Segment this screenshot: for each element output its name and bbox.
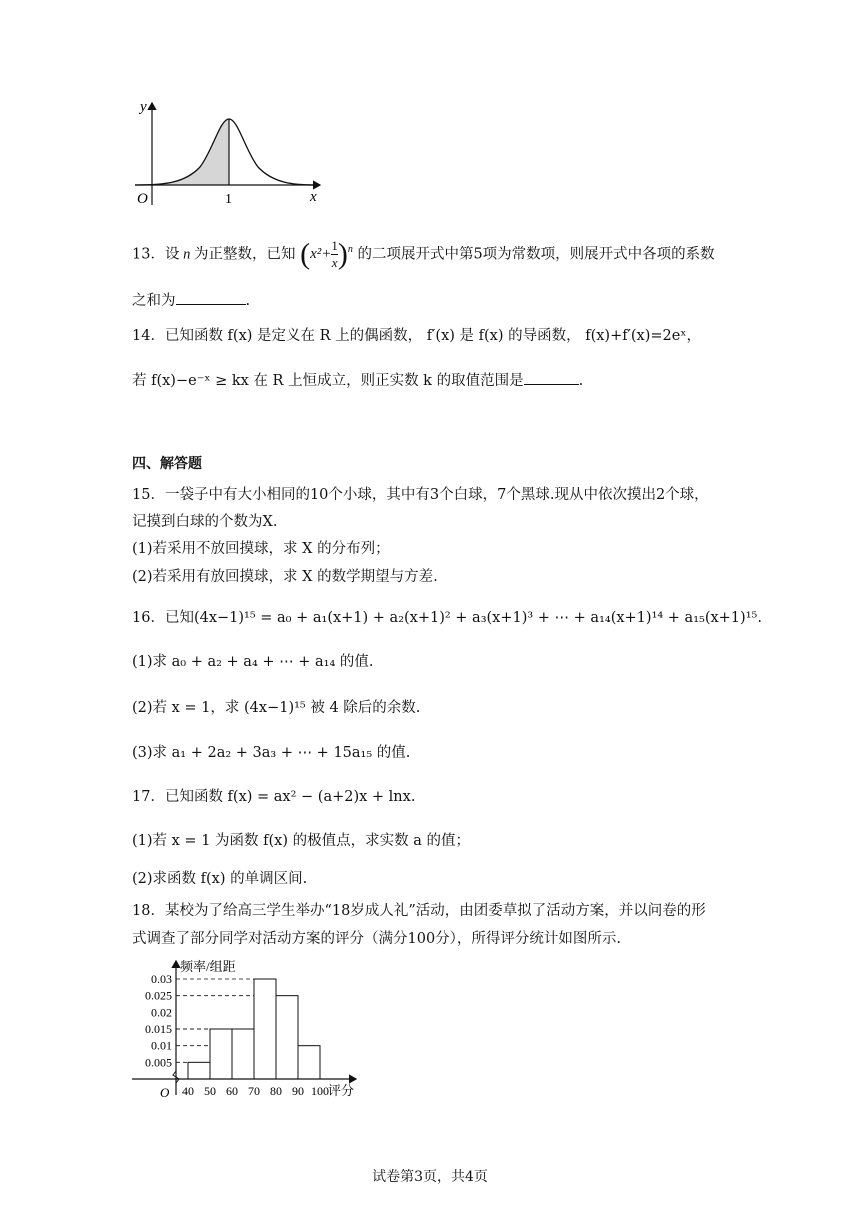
y-tick-label: 0.015 — [145, 1022, 172, 1036]
answer-blank — [176, 290, 246, 305]
histogram-bar — [254, 979, 276, 1079]
answer-blank — [524, 370, 579, 385]
hist-y-label: 频率/组距 — [180, 959, 236, 974]
histogram-bar — [210, 1029, 232, 1079]
q16-part3: (3)求 a₁ + 2a₂ + 3a₃ + ⋯ + 15a₁₅ 的值. — [132, 745, 411, 761]
y-tick-label: 0.005 — [145, 1055, 172, 1070]
y-tick-label: 0.025 — [145, 988, 172, 1003]
section-title: 四、解答题 — [132, 456, 202, 472]
hist-origin: O — [160, 1085, 170, 1100]
q15-part1: (1)若采用不放回摸球，求 X 的分布列； — [132, 541, 390, 557]
histogram-chart — [128, 955, 378, 1105]
q17-part2: (2)求函数 f(x) 的单调区间. — [132, 871, 308, 887]
q18-line1: 18．某校为了给高三学生举办“18岁成人礼”活动，由团委草拟了活动方案，并以问卷的形 — [132, 903, 706, 919]
y-tick-label: 0.03 — [151, 972, 172, 986]
normal-curve-figure — [125, 95, 330, 210]
q15-line2: 记摸到白球的个数为X. — [132, 514, 278, 530]
shaded-area — [135, 119, 229, 185]
x-tick-label: 40 — [182, 1084, 194, 1098]
q13-line1: 13．设 n 为正整数，已知 (x²+ $\frac{1}{x}$ )$^n$ 的二项展开式中第5项为常数项，则展开式中各项的系数 — [132, 237, 715, 271]
histogram-bar — [276, 996, 298, 1079]
y-axis-label: y — [140, 99, 147, 115]
y-tick-label: 0.02 — [151, 1005, 172, 1020]
q16-part1: (1)求 a₀ + a₂ + a₄ + ⋯ + a₁₄ 的值. — [132, 654, 374, 670]
q18-line2: 式调查了部分同学对活动方案的评分（满分100分），所得评分统计如图所示. — [132, 931, 622, 947]
q17-line1: 17．已知函数 f(x) = ax² − (a+2)x + lnx. — [132, 789, 416, 805]
q13-line2: 之和为 . — [132, 290, 250, 312]
q17-part1: (1)若 x = 1 为函数 f(x) 的极值点，求实数 a 的值； — [132, 833, 470, 849]
q16-line1: 16．已知(4x−1)¹⁵ = a₀ + a₁(x+1) + a₂(x+1)² + a₃(x+1)³ + ⋯ + a₁₄(x+1)¹⁴ + a₁₅(x+1)¹⁵. — [132, 610, 762, 626]
y-tick-label: 0.01 — [151, 1038, 172, 1053]
q14-line2: 若 f(x)−e⁻ˣ ≥ kx 在 R 上恒成立，则正实数 k 的取值范围是 . — [132, 370, 583, 392]
histogram-bar — [232, 1029, 254, 1079]
x-axis-label: x — [310, 189, 317, 205]
histogram-bar — [188, 1062, 210, 1079]
hist-x-label: 评分 — [328, 1083, 355, 1098]
origin-label: O — [137, 191, 148, 207]
x-tick-label: 60 — [226, 1084, 238, 1098]
x-tick-label: 90 — [292, 1084, 304, 1098]
x-tick-label: 70 — [248, 1084, 260, 1098]
x-tick-label: 50 — [204, 1084, 216, 1098]
peak-tick-label: 1 — [225, 192, 232, 207]
q14-line1: 14．已知函数 f(x) 是定义在 R 上的偶函数， f′(x) 是 f(x) 的导函数， f(x)+f′(x)=2eˣ， — [132, 328, 701, 344]
x-tick-label: 100 — [311, 1084, 329, 1098]
q16-part2: (2)若 x = 1，求 (4x−1)¹⁵ 被 4 除后的余数. — [132, 700, 421, 716]
histogram-bar — [298, 1046, 320, 1079]
q15-line1: 15．一袋子中有大小相同的10个小球，其中有3个白球，7个黑球.现从中依次摸出2个球， — [132, 487, 709, 503]
q15-part2: (2)若采用有放回摸球，求 X 的数学期望与方差. — [132, 569, 438, 585]
x-tick-label: 80 — [270, 1084, 282, 1098]
binomial-expression: (x²+ $\frac{1}{x}$ )$^n$ — [300, 237, 353, 271]
page-footer: 试卷第3页，共4页 — [372, 1169, 488, 1185]
